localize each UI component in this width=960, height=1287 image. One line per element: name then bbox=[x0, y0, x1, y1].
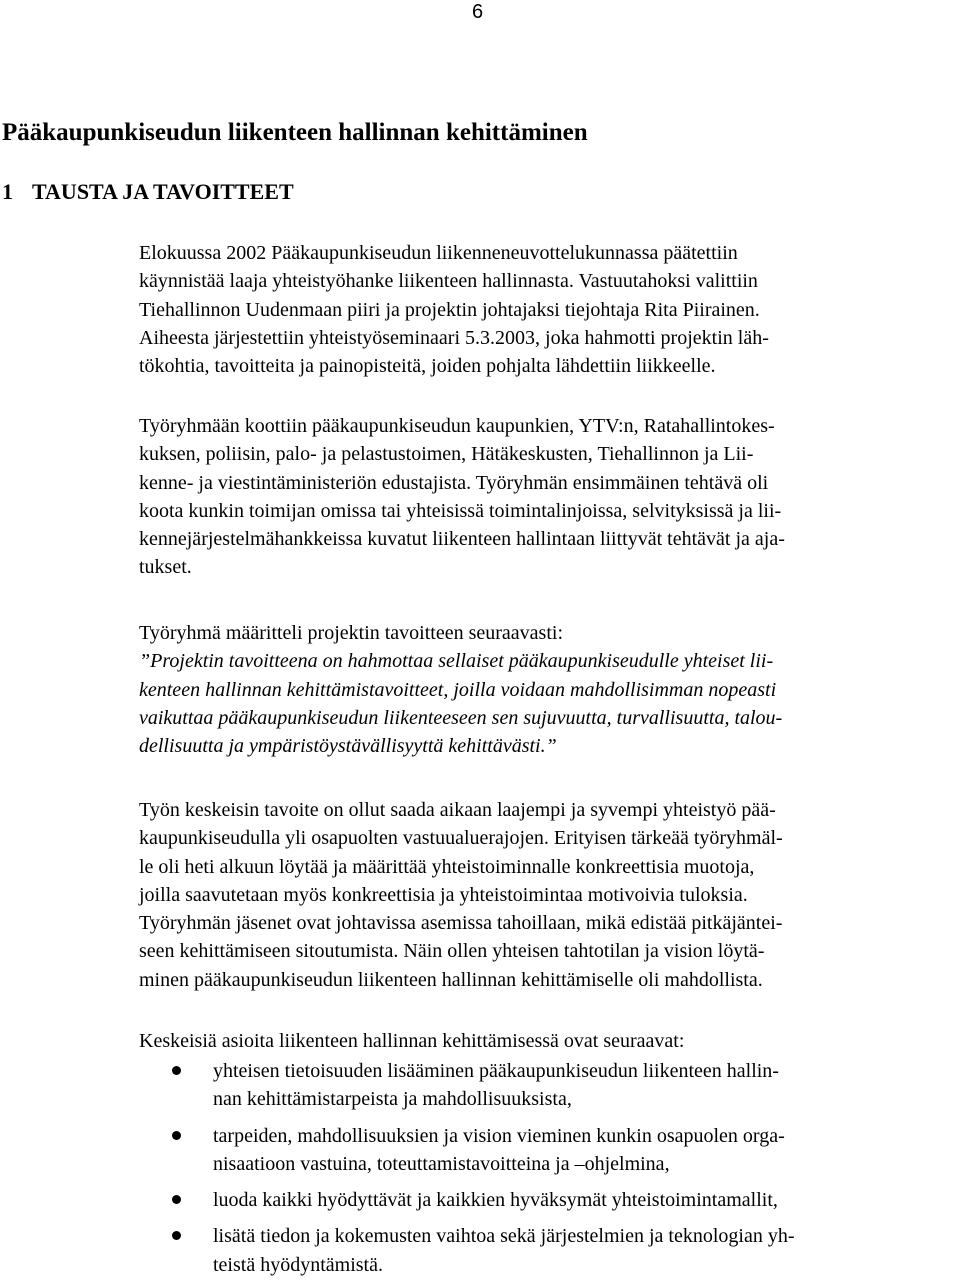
text-line: yhteisen tietoisuuden lisääminen pääkaupunkiseudun liikenteen hallin- bbox=[213, 1060, 779, 1082]
text-line: Tiehallinnon Uudenmaan piiri ja projektin johtajaksi tiejohtaja Rita Piirainen. bbox=[139, 298, 760, 321]
text-line: teistä hyödyntämistä. bbox=[213, 1253, 383, 1276]
section-heading-text: TAUSTA JA TAVOITTEET bbox=[32, 179, 294, 204]
paragraph-working-group bbox=[139, 412, 951, 582]
document-title: Pääkaupunkiseudun liikenteen hallinnan kehittäminen bbox=[2, 119, 588, 146]
quote-line: vaikuttaa pääkaupunkiseudun liikenteeseen sen sujuvuutta, turvallisuutta, talou- bbox=[139, 706, 783, 729]
text-line: Työryhmään koottiin pääkaupunkiseudun kaupunkien, YTV:n, Ratahallintokes- bbox=[139, 415, 775, 437]
text-line: kuksen, poliisin, palo- ja pelastustoimen, Hätäkeskusten, Tiehallinnon ja Lii- bbox=[139, 443, 754, 466]
page-number: 6 bbox=[472, 1, 484, 23]
paragraph-background bbox=[139, 239, 951, 380]
text-line: nan kehittämistarpeista ja mahdollisuuksista, bbox=[213, 1088, 572, 1111]
text-line: Aiheesta järjestettiin yhteistyöseminaari 5.3.2003, joka hahmotti projektin läh- bbox=[139, 326, 769, 349]
paragraph-key-issues-intro bbox=[139, 1027, 951, 1055]
bullet-icon bbox=[172, 1131, 181, 1140]
bullet-icon bbox=[172, 1195, 181, 1204]
text-line: käynnistää laaja yhteistyöhanke liikenteen hallinnasta. Vastuutahoksi valittiin bbox=[139, 270, 758, 293]
paragraph bbox=[139, 796, 951, 994]
text-line: lisätä tiedon ja kokemusten vaihtoa sekä järjestelmien ja teknologian yh- bbox=[213, 1225, 795, 1248]
text-line: Elokuussa 2002 Pääkaupunkiseudun liikenneneuvottelukunnassa päätettiin bbox=[139, 242, 738, 264]
key-issues-list bbox=[139, 1057, 951, 1287]
text-line: seen kehittämiseen sitoutumista. Näin ollen yhteisen tahtotilan ja vision löytä- bbox=[139, 940, 765, 963]
paragraph bbox=[139, 1027, 951, 1055]
paragraph-main-objective bbox=[139, 796, 951, 994]
paragraph bbox=[139, 239, 951, 380]
list-item bbox=[139, 1057, 951, 1114]
quote-line: ”Projektin tavoitteena on hahmottaa sellaiset pääkaupunkiseudulle yhteiset lii- bbox=[139, 650, 774, 673]
text-line: Työn keskeisin tavoite on ollut saada aikaan laajempi ja syvempi yhteistyö pää- bbox=[139, 799, 776, 821]
bullet-icon bbox=[172, 1066, 181, 1075]
text-line: luoda kaikki hyödyttävät ja kaikkien hyväksymät yhteistoimintamallit, bbox=[213, 1189, 778, 1212]
list-item bbox=[139, 1222, 951, 1279]
text-line: tarpeiden, mahdollisuuksien ja vision vieminen kunkin osapuolen orga- bbox=[213, 1124, 785, 1147]
text-line: joilla saavutetaan myös konkreettisia ja yhteistoimintaa motivoivia tuloksia. bbox=[139, 883, 748, 906]
text-line: kennejärjestelmähankkeissa kuvatut liikenteen hallintaan liittyvät tehtävät ja aja- bbox=[139, 528, 785, 551]
text-line: Työryhmän jäsenet ovat johtavissa asemissa tahoillaan, mikä edistää pitkäjäntei- bbox=[139, 912, 783, 935]
paragraph bbox=[139, 619, 951, 760]
paragraph bbox=[139, 412, 951, 582]
text-line: minen pääkaupunkiseudun liikenteen hallinnan kehittämiselle oli mahdollista. bbox=[139, 968, 763, 991]
text-line: le oli heti alkuun löytää ja määrittää yhteistoiminnalle konkreettisia muotoja, bbox=[139, 855, 755, 878]
text-line: kaupunkiseudulla yli osapuolten vastuualuerajojen. Erityisen tärkeää työryhmäl- bbox=[139, 827, 783, 850]
list-item bbox=[139, 1186, 951, 1214]
text-line: nisaatioon vastuina, toteuttamistavoitteina ja –ohjelmina, bbox=[213, 1152, 670, 1175]
text-line: tukset. bbox=[139, 556, 192, 579]
list-item bbox=[139, 1122, 951, 1179]
bullet-icon bbox=[172, 1231, 181, 1240]
text-line: koota kunkin toimijan omissa tai yhteisissä toimintalinjoissa, selvityksissä ja lii- bbox=[139, 499, 782, 522]
section-heading bbox=[2, 178, 294, 206]
section-number: 1 bbox=[2, 179, 13, 204]
text-line: tökohtia, tavoitteita ja painopisteitä, joiden pohjalta lähdettiin liikkeelle. bbox=[139, 355, 716, 378]
text-line: Työryhmä määritteli projektin tavoitteen seuraavasti: bbox=[139, 622, 564, 644]
text-line: kenne- ja viestintäministeriön edustajista. Työryhmän ensimmäinen tehtävä oli bbox=[139, 471, 769, 494]
text-line: Keskeisiä asioita liikenteen hallinnan kehittämisessä ovat seuraavat: bbox=[139, 1030, 685, 1052]
paragraph-project-goal bbox=[139, 619, 951, 760]
quote-line: dellisuutta ja ympäristöystävällisyyttä kehittävästi.” bbox=[139, 735, 557, 758]
quote-line: kenteen hallinnan kehittämistavoitteet, joilla voidaan mahdollisimman nopeasti bbox=[139, 678, 777, 701]
